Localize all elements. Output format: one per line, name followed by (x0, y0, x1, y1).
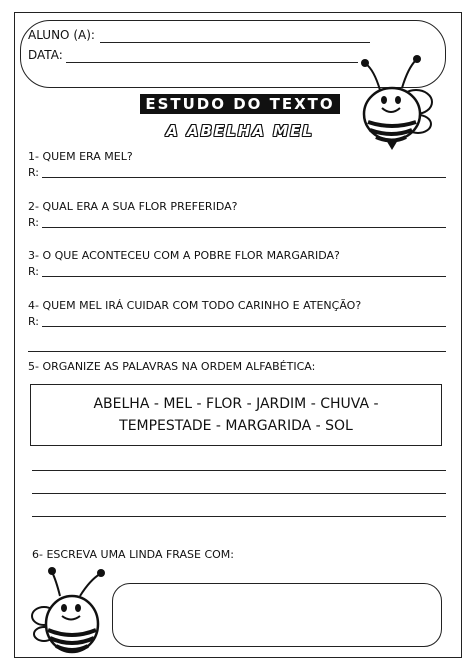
answer-line-5b[interactable] (32, 493, 446, 494)
question-2: 2- QUAL ERA A SUA FLOR PREFERIDA? (28, 200, 238, 213)
worksheet-title: ESTUDO DO TEXTO (140, 94, 340, 114)
question-5: 5- ORGANIZE AS PALAVRAS NA ORDEM ALFABÉTICA: (28, 360, 316, 373)
question-6: 6- ESCREVA UMA LINDA FRASE COM: (32, 548, 234, 561)
student-name-field[interactable] (100, 42, 370, 43)
answer-label-2: R: (28, 216, 40, 229)
bee-icon-bottom (30, 566, 110, 662)
date-label: DATA: (28, 48, 63, 62)
answer-line-5a[interactable] (32, 470, 446, 471)
answer-line-5c[interactable] (32, 516, 446, 517)
answer-label-3: R: (28, 265, 40, 278)
sentence-answer-box[interactable] (112, 583, 442, 647)
word-list-box (30, 384, 442, 446)
bee-icon-top (352, 52, 442, 152)
story-title: A ABELHA MEL (166, 122, 314, 140)
answer-label-4: R: (28, 315, 40, 328)
date-field[interactable] (66, 62, 358, 63)
answer-line-3[interactable] (42, 276, 446, 277)
question-3: 3- O QUE ACONTECEU COM A POBRE FLOR MARGARIDA? (28, 249, 340, 262)
question-4: 4- QUEM MEL IRÁ CUIDAR COM TODO CARINHO E ATENÇÃO? (28, 299, 362, 312)
answer-line-2[interactable] (42, 227, 446, 228)
student-label: ALUNO (A): (28, 28, 95, 42)
answer-line-1[interactable] (42, 177, 446, 178)
answer-label-1: R: (28, 166, 40, 179)
word-list-line-1: ABELHA - MEL - FLOR - JARDIM - CHUVA - (93, 396, 379, 412)
answer-line-4[interactable] (42, 326, 446, 327)
word-list-line-2: TEMPESTADE - MARGARIDA - SOL (119, 418, 353, 434)
answer-line-4b[interactable] (28, 351, 446, 352)
question-1: 1- QUEM ERA MEL? (28, 150, 133, 163)
